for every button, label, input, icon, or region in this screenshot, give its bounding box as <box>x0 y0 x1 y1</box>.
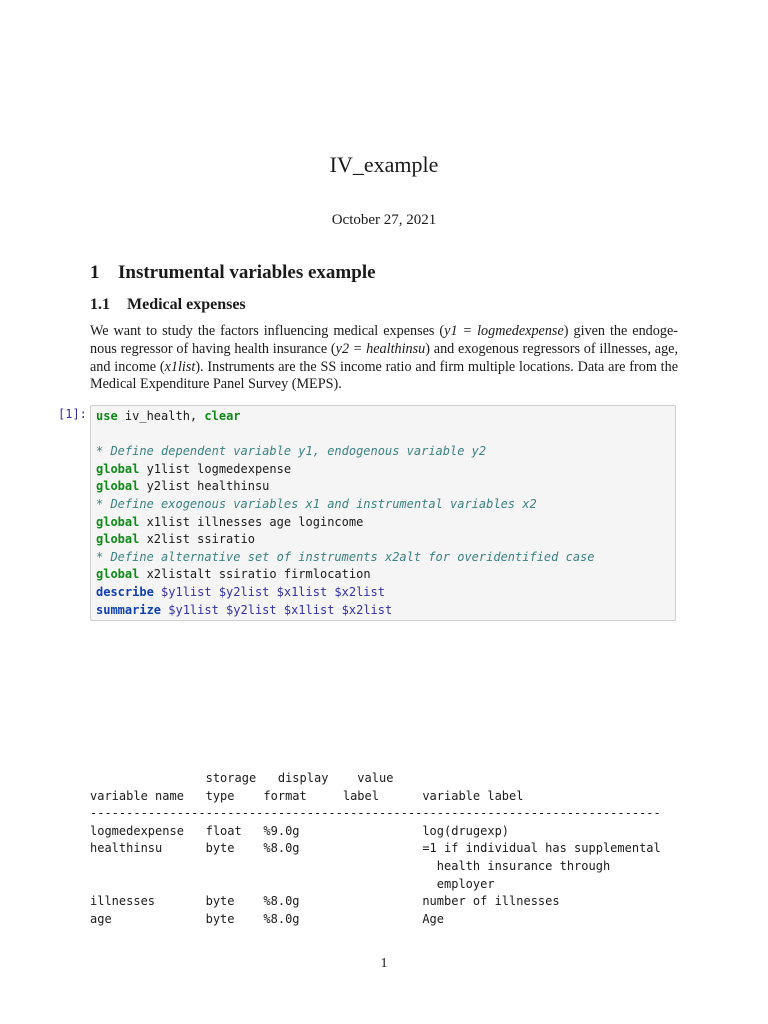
code-macro: $y1list $y2list $x1list $x2list <box>161 602 393 617</box>
code-keyword: global <box>96 461 140 476</box>
code-keyword: global <box>96 514 140 529</box>
subsection-heading <box>90 295 246 315</box>
section-heading <box>90 261 376 285</box>
code-comment: * Define exogenous variables x1 and instrumental variables x2 <box>96 496 537 511</box>
paragraph-text: ) and exogenous regressors of illnesses, age, and income ( <box>90 340 679 375</box>
math-expression: x1list <box>164 358 196 375</box>
code-keyword: clear <box>197 409 241 423</box>
code-keyword: global <box>96 567 140 582</box>
code-comment: * Define alternative set of instruments x2alt for overidentified case <box>96 549 595 564</box>
code-text: y2list healthinsu <box>139 479 270 494</box>
code-text: x1list illnesses age logincome <box>139 514 364 529</box>
subsection-title: Medical expenses <box>127 296 246 313</box>
code-cell[interactable] <box>90 405 676 621</box>
paragraph-text: ) given the endoge-nous regressor of having health insurance ( <box>90 323 678 357</box>
document-title: IV_example <box>329 152 439 177</box>
code-text: x2list ssiratio <box>139 532 255 547</box>
math-expression: y1 = logmedexpense <box>444 323 564 339</box>
code-text: iv_health, <box>117 409 198 423</box>
code-text: y1list logmedexpense <box>139 461 292 476</box>
code-keyword: global <box>96 479 140 494</box>
page-number: 1 <box>380 956 388 971</box>
code-keyword: summarize <box>96 602 162 617</box>
section-title: Instrumental variables example <box>118 262 376 283</box>
code-text: x2listalt ssiratio firmlocation <box>139 567 371 582</box>
paragraph-text: ). Instruments are the SS income ratio and firm multiple locations. Data are from the Medical Expenditure Panel Survey (MEPS). <box>90 358 678 393</box>
paragraph-text: We want to study the factors influencing medical expenses ( <box>90 323 445 339</box>
cell-output: storage display value variable name type format label variable label ------------------------------------------------------------------------------- logmedexpense float %9.0g log(drugexp) healthinsu byte %8.0g =1 if individual has supplemental health insurance through employer illnesses byte %8.0g number of illnesses age byte %8.0g Age <box>90 771 661 926</box>
code-block <box>96 408 595 619</box>
math-expression: y2 = healthinsu <box>335 340 426 357</box>
section-number: 1 <box>90 262 100 283</box>
document-date: October 27, 2021 <box>331 212 437 228</box>
code-keyword: global <box>96 532 140 547</box>
subsection-number: 1.1 <box>90 296 110 313</box>
code-macro: $y1list $y2list $x1list $x2list <box>153 584 385 599</box>
code-keyword: describe <box>96 584 154 599</box>
code-keyword: use <box>96 409 118 423</box>
cell-prompt: [1]: <box>58 407 87 421</box>
intro-paragraph <box>90 323 678 394</box>
code-comment: * Define dependent variable y1, endogenous variable y2 <box>96 444 487 459</box>
